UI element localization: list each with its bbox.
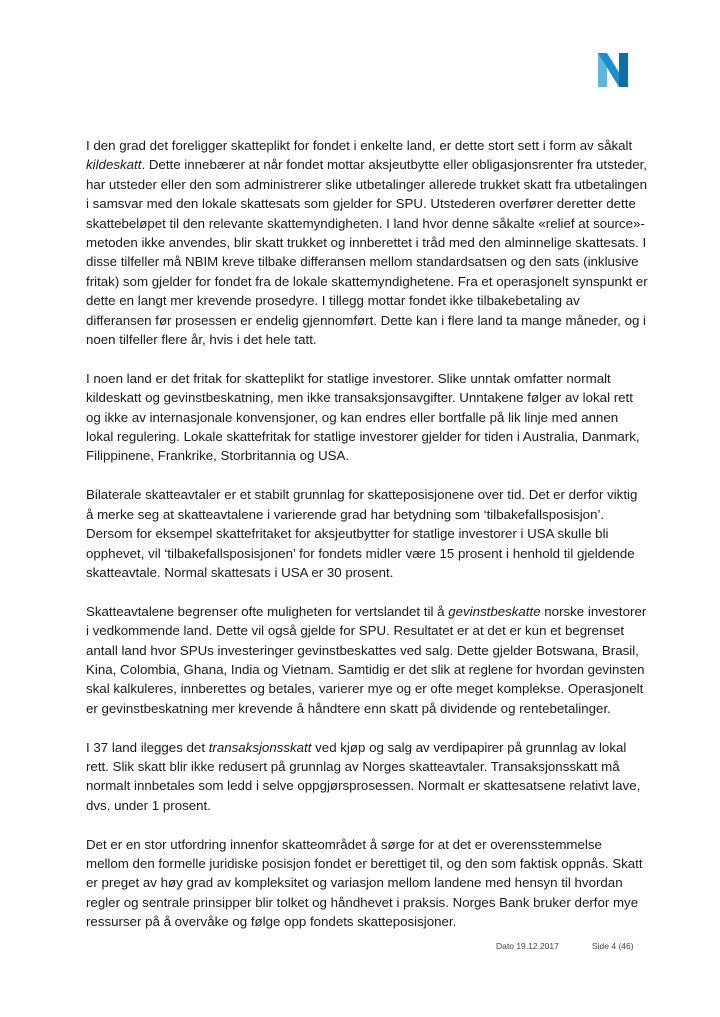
paragraph [86, 738, 648, 816]
paragraph [86, 136, 648, 349]
paragraph [86, 369, 648, 466]
paragraph [86, 485, 648, 582]
italic-term: kildeskatt [86, 157, 142, 173]
text-run: . Dette innebærer at når fondet mottar aksjeutbytte eller obligasjonsrenter fra utsteder, har utsteder eller den som administrerer slike utbetalinger allerede trukket skatt fra utbetalingen i samsvar med den lokale skattesats som gjelder for SPU. Utstederen overfører deretter dette skattebeløpet til den relevante skattemyndigheten. I land hvor denne såkalte «relief at source»- metoden ikke anvendes, blir skatt trukket og innberettet i tråd med den alminnelige skattesats. I disse tilfeller må NBIM kreve tilbake differansen mellom standardsatsen og den sats (inklusive fritak) som gjelder for fondet fra de lokale skattemyndighetene. Fra et operasjonelt synspunkt er dette en langt mer krevende prosedyre. I tillegg mottar fondet ikke tilbakebetaling av differansen før prosessen er endelig gjennomført. Dette kan i flere land ta mange måneder, og i noen tilfeller flere år, hvis i det hele tatt. [86, 157, 648, 348]
text-run: Skatteavtalene begrenser ofte muligheten for vertslandet til å [86, 603, 449, 619]
text-run: norske investorer i vedkommende land. Dette vil også gjelde for SPU. Resultatet er at det er kun et begrenset antall land hvor SPUs investeringer gevinstbeskattes ved salg. Dette gjelder Botswana, Brasil, Kina, Colombia, Ghana, India og Vietnam. Samtidig er det slik at reglene for hvordan gevinsten skal kalkuleres, innberettes og betales, varierer mye og er ofte meget komplekse. Operasjonelt er gevinstbeskatning mer krevende å håndtere enn skatt på dividende og rentebetalinger. [86, 603, 647, 716]
footer-date: Dato 19.12.2017 [496, 941, 559, 951]
text-run: Bilaterale skatteavtaler er et stabilt grunnlag for skatteposisjonene over tid. Det er derfor viktig å merke seg at skatteavtalene i varierende grad har betydning som ‘tilbakefallsposisjon’. Dersom for eksempel skattefritaket for aksjeutbytter for statlige investorer i USA skulle bli opphevet, vil ‘tilbakefallsposisjonen’ for fondets midler være 15 prosent i henhold til gjeldende skatteavtale. Normal skattesats i USA er 30 prosent. [86, 487, 638, 580]
italic-term: transaksjonsskatt [208, 739, 312, 755]
text-run: I noen land er det fritak for skatteplikt for statlige investorer. Slike unntak omfatter normalt kildeskatt og gevinstbeskatning, men ikke transaksjonsavgifter. Unntakene følger av lokal rett og ikke av internasjonale konvensjoner, og kan endres eller bortfalle på lik linje med annen lokal regulering. Lokale skattefritak for statlige investorer gjelder for tiden i Australia, Danmark, Filippinene, Frankrike, Storbritannia og USA. [86, 370, 640, 464]
paragraph [86, 835, 648, 932]
text-run: Det er en stor utfordring innenfor skatteområdet å sørge for at det er overensstemmelse mellom den formelle juridiske posisjon fondet er berettiget til, og den som faktisk oppnås. Skatt er preget av høy grad av kompleksitet og variasjon mellom landene med hensyn til hvordan regler og sentrale prinsipper blir tolket og håndhevet i praksis. Norges Bank bruker derfor mye ressurser på å overvåke og følge opp fondets skatteposisjoner. [86, 836, 643, 930]
text-run: I den grad det foreligger skatteplikt for fondet i enkelte land, er dette stort sett i form av såkalt [86, 138, 633, 153]
norges-bank-logo-icon [598, 53, 628, 87]
footer-page-number: Side 4 (46) [592, 941, 634, 951]
body-text [86, 136, 648, 951]
text-run: ved kjøp og salg av verdipapirer på grunnlag av lokal rett. Slik skatt blir ikke redusert på grunnlag av Norges skatteavtaler. Transaksjonsskatt må normalt innbetales som ledd i selve oppgjørsprosessen. Normalt er skattesatsene relativt lave, dvs. under 1 prosent. [86, 739, 641, 813]
italic-term: gevinstbeskatte [448, 603, 541, 619]
text-run: I 37 land ilegges det [86, 739, 209, 755]
paragraph [86, 602, 648, 718]
